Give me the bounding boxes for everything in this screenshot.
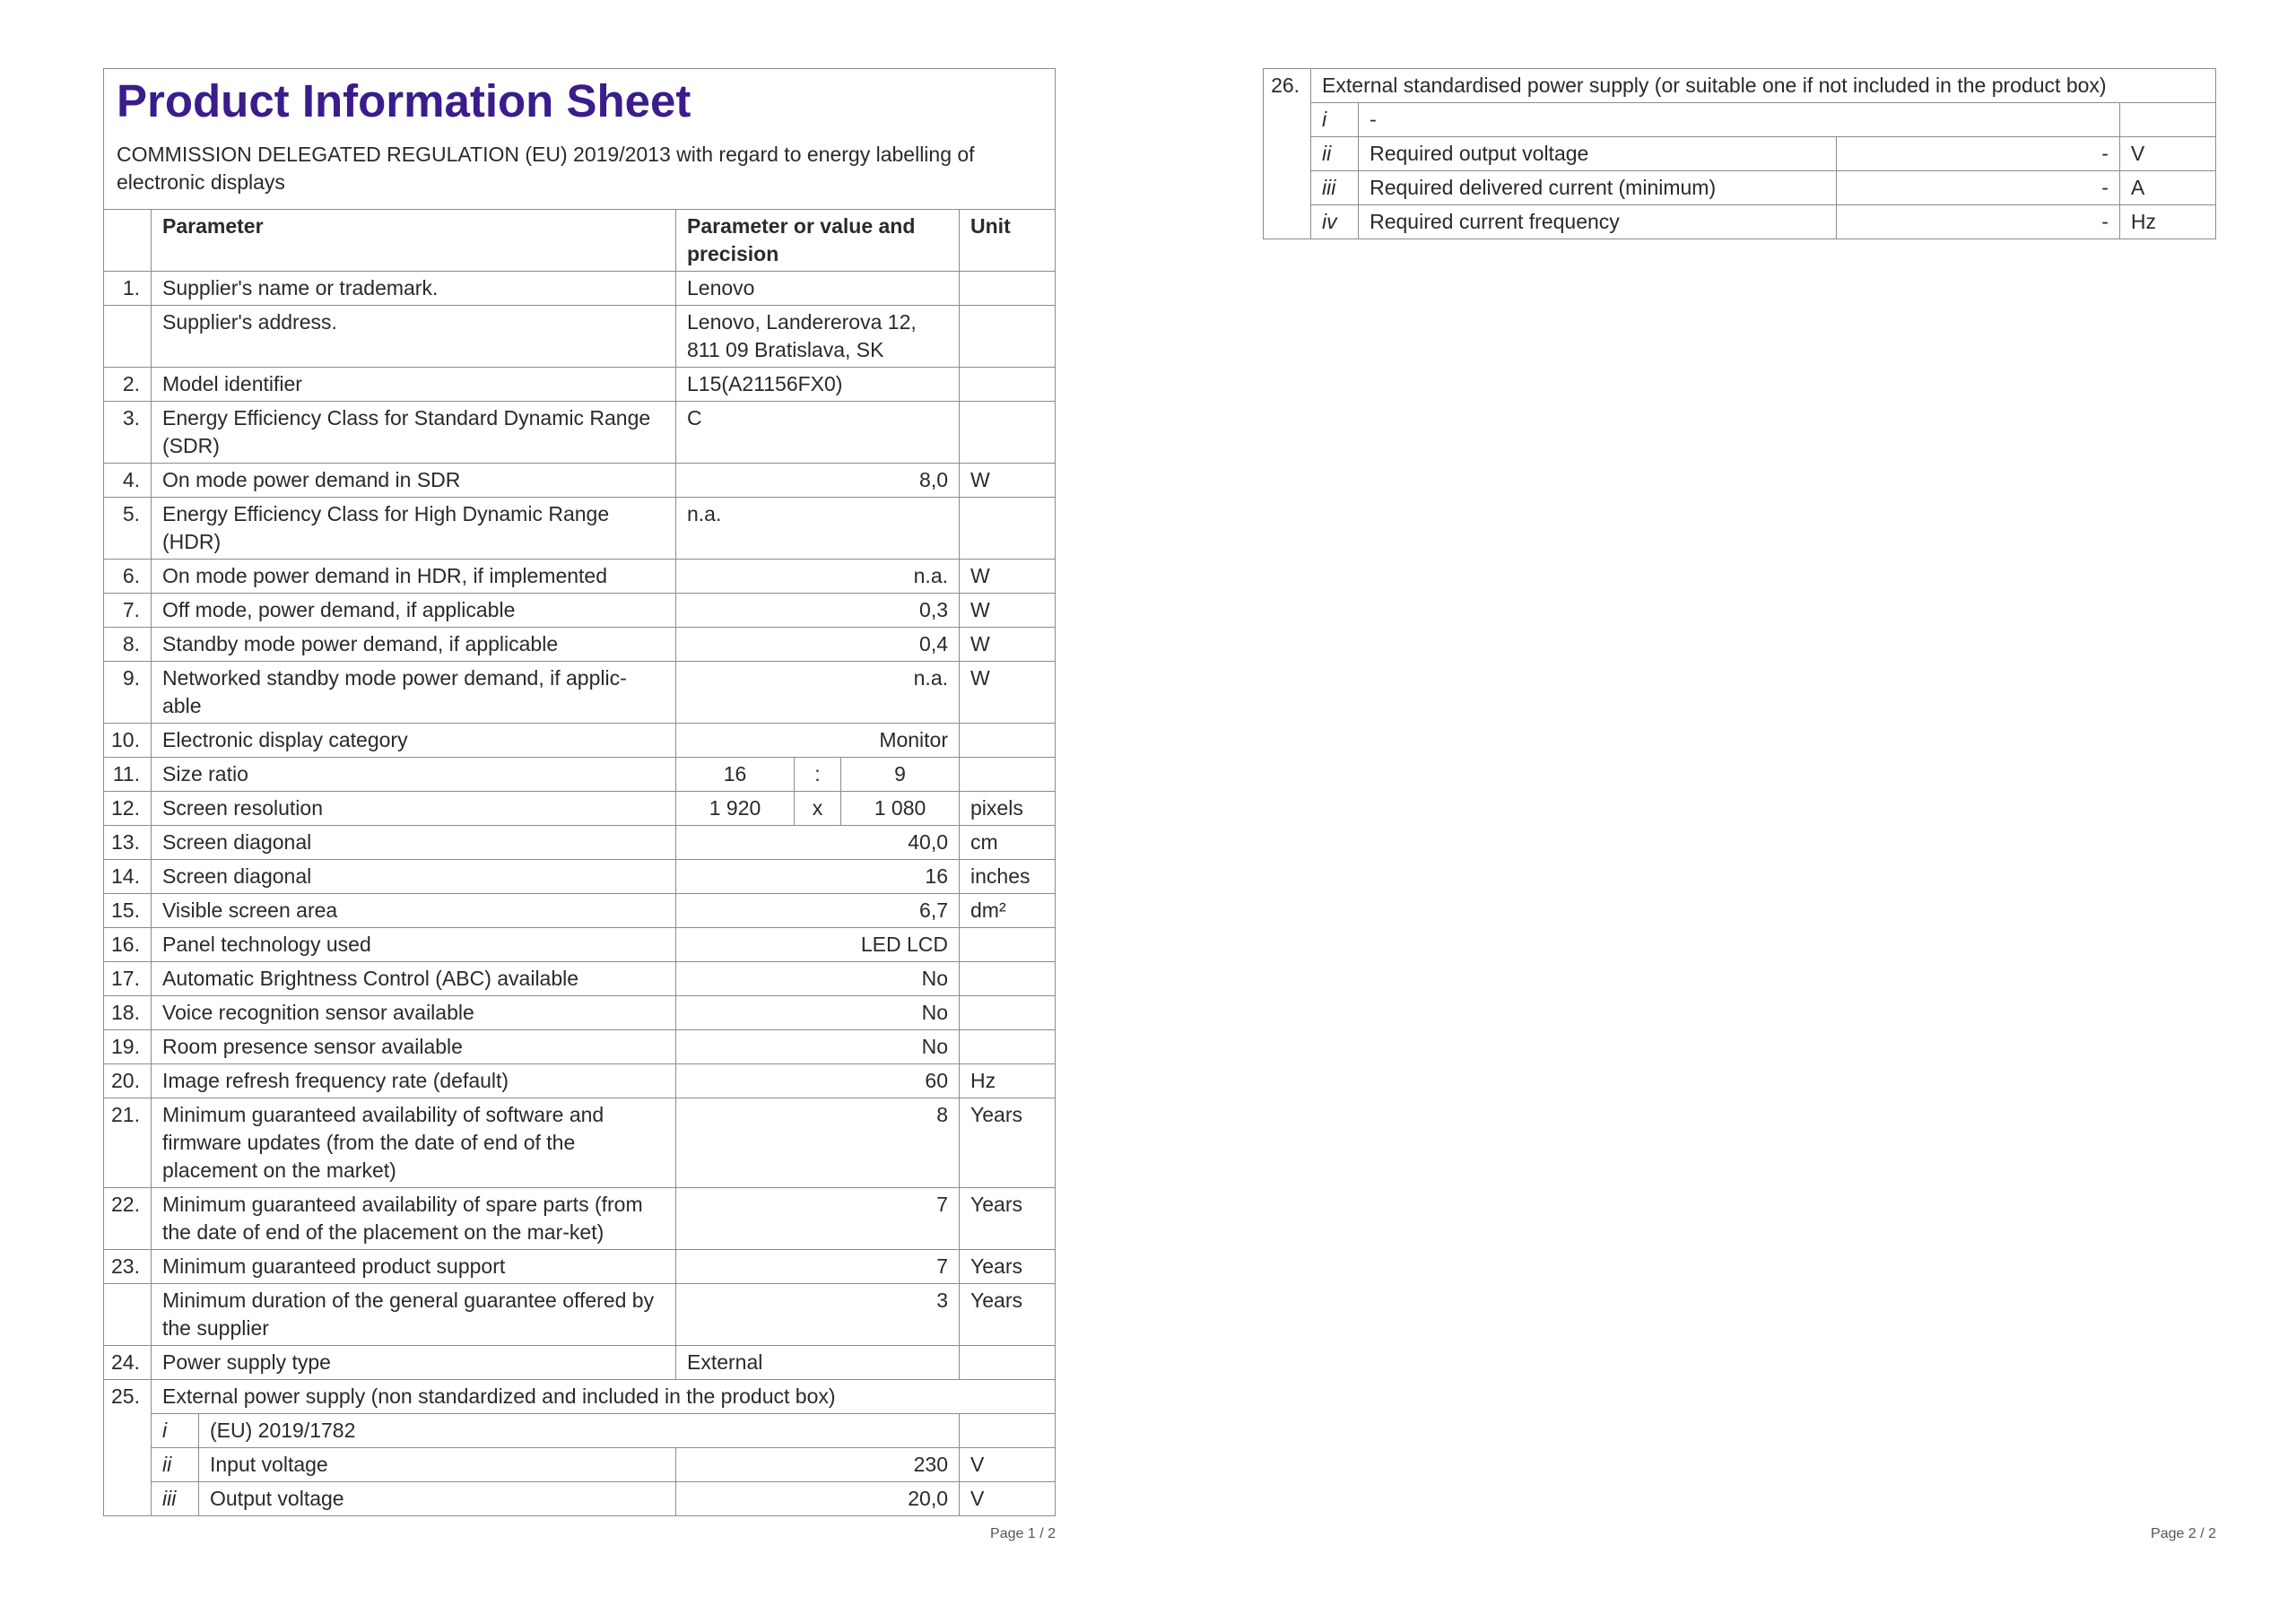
row-number: 7. [104, 594, 152, 628]
sub-row-parameter: Output voltage [199, 1482, 676, 1516]
row-unit: W [960, 464, 1056, 498]
table-row [104, 594, 1056, 628]
sub-row-value: - [1836, 137, 2119, 171]
row-value: 8 [676, 1098, 960, 1188]
row-number: 3. [104, 402, 152, 464]
table-row [104, 826, 1056, 860]
row-unit [960, 272, 1056, 306]
row-number: 23. [104, 1250, 152, 1284]
row-value: 0,3 [676, 594, 960, 628]
sub-row-numeral: ii [152, 1448, 199, 1482]
row-unit: dm² [960, 894, 1056, 928]
row-number: 21. [104, 1098, 152, 1188]
table-row [104, 860, 1056, 894]
table-row [104, 368, 1056, 402]
table-row [104, 928, 1056, 962]
row-value: 7 [676, 1250, 960, 1284]
row-parameter: On mode power demand in HDR, if implemented [152, 560, 676, 594]
row-unit: pixels [960, 792, 1056, 826]
sub-row [104, 1482, 1056, 1516]
sub-row-unit [960, 1414, 1056, 1448]
sub-row-numeral: i [152, 1414, 199, 1448]
row-unit [960, 758, 1056, 792]
sub-row-value: 230 [676, 1448, 960, 1482]
sub-row-numeral: ii [1311, 137, 1359, 171]
table-row [104, 1346, 1056, 1380]
row-unit [960, 1346, 1056, 1380]
row-number: 14. [104, 860, 152, 894]
sub-row-parameter: - [1359, 103, 2120, 137]
row-parameter: Screen resolution [152, 792, 676, 826]
row-unit: Years [960, 1098, 1056, 1188]
row-value: External [676, 1346, 960, 1380]
column-header-value: Parameter or value and precision [676, 210, 960, 272]
sub-row-unit: V [960, 1448, 1056, 1482]
row-number: 6. [104, 560, 152, 594]
sub-row-parameter: Input voltage [199, 1448, 676, 1482]
sub-row-parameter: Required current frequency [1359, 205, 1836, 239]
page-title: Product Information Sheet [117, 75, 691, 126]
row-unit [960, 498, 1056, 560]
page-number-1: Page 1 / 2 [990, 1526, 1056, 1541]
row-value: LED LCD [676, 928, 960, 962]
table-row-25 [104, 1380, 1056, 1414]
row-unit [960, 1030, 1056, 1064]
sub-row-unit: V [2119, 137, 2215, 171]
row-unit: W [960, 628, 1056, 662]
table-row [104, 1188, 1056, 1250]
sub-row [1264, 171, 2216, 205]
row-parameter: Panel technology used [152, 928, 676, 962]
row-number: 8. [104, 628, 152, 662]
table-row [104, 1250, 1056, 1284]
table-row [104, 996, 1056, 1030]
row-parameter: Energy Efficiency Class for High Dynamic Range (HDR) [152, 498, 676, 560]
sheet-header [103, 68, 1056, 209]
row-parameter: Automatic Brightness Control (ABC) available [152, 962, 676, 996]
row-value: n.a. [676, 560, 960, 594]
row-parameter: Model identifier [152, 368, 676, 402]
row-value: Monitor [676, 724, 960, 758]
page-2 [1263, 68, 2216, 1541]
row-parameter: Minimum guaranteed availability of spare parts (from the date of end of the placement on the mar-ket) [152, 1188, 676, 1250]
row-unit [960, 724, 1056, 758]
row-value: Lenovo [676, 272, 960, 306]
row-parameter: Screen diagonal [152, 860, 676, 894]
row-parameter: Size ratio [152, 758, 676, 792]
row-parameter: Minimum guaranteed availability of software and firmware updates (from the date of end of the placement on the market) [152, 1098, 676, 1188]
column-header-parameter: Parameter [152, 210, 676, 272]
row-value: Lenovo, Landererova 12, 811 09 Bratislava, SK [676, 306, 960, 368]
power-supply-table [1263, 68, 2216, 239]
sub-row [1264, 103, 2216, 137]
row-value-b: 1 080 [841, 792, 960, 826]
table-row [104, 1284, 1056, 1346]
row-number: 12. [104, 792, 152, 826]
row-value: No [676, 962, 960, 996]
product-info-table [103, 209, 1056, 1516]
row-parameter: Standby mode power demand, if applicable [152, 628, 676, 662]
row-unit [960, 928, 1056, 962]
row-value-separator: x [795, 792, 841, 826]
sub-row [104, 1414, 1056, 1448]
table-row [104, 628, 1056, 662]
row-number: 26. [1264, 69, 1311, 239]
table-row [104, 894, 1056, 928]
row-number: 4. [104, 464, 152, 498]
row-number: 10. [104, 724, 152, 758]
table-row [104, 662, 1056, 724]
column-header-unit: Unit [960, 210, 1056, 272]
row-unit: W [960, 594, 1056, 628]
row-parameter: Room presence sensor available [152, 1030, 676, 1064]
row-value-b: 9 [841, 758, 960, 792]
table-row [104, 1064, 1056, 1098]
row-number: 15. [104, 894, 152, 928]
table-row [104, 272, 1056, 306]
row-unit: W [960, 662, 1056, 724]
row-parameter: Power supply type [152, 1346, 676, 1380]
row-number: 9. [104, 662, 152, 724]
sub-row [1264, 205, 2216, 239]
row-unit: Years [960, 1284, 1056, 1346]
table-row [104, 464, 1056, 498]
sub-row-numeral: iii [1311, 171, 1359, 205]
row-value: L15(A21156FX0) [676, 368, 960, 402]
row-number [104, 1284, 152, 1346]
row-unit [960, 368, 1056, 402]
sub-row-unit: Hz [2119, 205, 2215, 239]
row-unit: cm [960, 826, 1056, 860]
row-number: 17. [104, 962, 152, 996]
row-unit [960, 306, 1056, 368]
row-value: 6,7 [676, 894, 960, 928]
sub-row-value: - [1836, 171, 2119, 205]
table-header-row [104, 210, 1056, 272]
sub-row-unit [2119, 103, 2215, 137]
row-unit [960, 402, 1056, 464]
sub-row-value: 20,0 [676, 1482, 960, 1516]
row-parameter: Electronic display category [152, 724, 676, 758]
row-value: 16 [676, 860, 960, 894]
row-parameter: Screen diagonal [152, 826, 676, 860]
row-value: 7 [676, 1188, 960, 1250]
table-row [104, 724, 1056, 758]
sub-row-value: - [1836, 205, 2119, 239]
sub-row-numeral: i [1311, 103, 1359, 137]
row-unit [960, 962, 1056, 996]
sub-row-numeral: iv [1311, 205, 1359, 239]
row-parameter: On mode power demand in SDR [152, 464, 676, 498]
row-number: 25. [104, 1380, 152, 1516]
table-row [104, 1098, 1056, 1188]
row-value-a: 16 [676, 758, 795, 792]
row-number: 13. [104, 826, 152, 860]
row-parameter: Supplier's address. [152, 306, 676, 368]
row-value: 8,0 [676, 464, 960, 498]
row-unit: W [960, 560, 1056, 594]
row-unit: inches [960, 860, 1056, 894]
row-unit: Years [960, 1188, 1056, 1250]
row-parameter: Off mode, power demand, if applicable [152, 594, 676, 628]
row-number: 2. [104, 368, 152, 402]
row-number: 19. [104, 1030, 152, 1064]
row-parameter: Visible screen area [152, 894, 676, 928]
table-row [104, 306, 1056, 368]
row-value: No [676, 996, 960, 1030]
row-value: 60 [676, 1064, 960, 1098]
row-number: 20. [104, 1064, 152, 1098]
row-parameter: External standardised power supply (or suitable one if not included in the product box) [1311, 69, 2216, 103]
row-unit [960, 996, 1056, 1030]
row-number: 22. [104, 1188, 152, 1250]
sub-row-unit: V [960, 1482, 1056, 1516]
row-unit: Hz [960, 1064, 1056, 1098]
table-row [104, 498, 1056, 560]
row-parameter: Energy Efficiency Class for Standard Dynamic Range (SDR) [152, 402, 676, 464]
row-parameter: Networked standby mode power demand, if applic-able [152, 662, 676, 724]
table-row [104, 792, 1056, 826]
sub-row-numeral: iii [152, 1482, 199, 1516]
row-value: 40,0 [676, 826, 960, 860]
sub-row-parameter: (EU) 2019/1782 [199, 1414, 960, 1448]
row-number: 5. [104, 498, 152, 560]
row-parameter: Minimum guaranteed product support [152, 1250, 676, 1284]
sub-row [1264, 137, 2216, 171]
row-value-a: 1 920 [676, 792, 795, 826]
row-value: n.a. [676, 662, 960, 724]
row-value: n.a. [676, 498, 960, 560]
page-number-2: Page 2 / 2 [2151, 1526, 2216, 1541]
row-parameter: Image refresh frequency rate (default) [152, 1064, 676, 1098]
row-number: 1. [104, 272, 152, 306]
row-number: 16. [104, 928, 152, 962]
table-row [104, 758, 1056, 792]
row-parameter: External power supply (non standardized and included in the product box) [152, 1380, 1056, 1414]
table-row [104, 560, 1056, 594]
row-number [104, 306, 152, 368]
table-row [104, 962, 1056, 996]
sub-row-parameter: Required output voltage [1359, 137, 1836, 171]
row-value: 0,4 [676, 628, 960, 662]
sub-row-parameter: Required delivered current (minimum) [1359, 171, 1836, 205]
row-number: 24. [104, 1346, 152, 1380]
page-1 [103, 68, 1056, 1541]
sub-row-unit: A [2119, 171, 2215, 205]
table-row-26 [1264, 69, 2216, 103]
row-unit: Years [960, 1250, 1056, 1284]
table-row [104, 1030, 1056, 1064]
row-parameter: Voice recognition sensor available [152, 996, 676, 1030]
row-value: No [676, 1030, 960, 1064]
row-value-separator: : [795, 758, 841, 792]
row-number: 11. [104, 758, 152, 792]
page-subtitle: COMMISSION DELEGATED REGULATION (EU) 2019/2013 with regard to energy labelling of electronic displays [117, 143, 975, 194]
row-parameter: Supplier's name or trademark. [152, 272, 676, 306]
row-number: 18. [104, 996, 152, 1030]
sub-row [104, 1448, 1056, 1482]
row-value: 3 [676, 1284, 960, 1346]
table-row [104, 402, 1056, 464]
row-value: C [676, 402, 960, 464]
row-parameter: Minimum duration of the general guarantee offered by the supplier [152, 1284, 676, 1346]
